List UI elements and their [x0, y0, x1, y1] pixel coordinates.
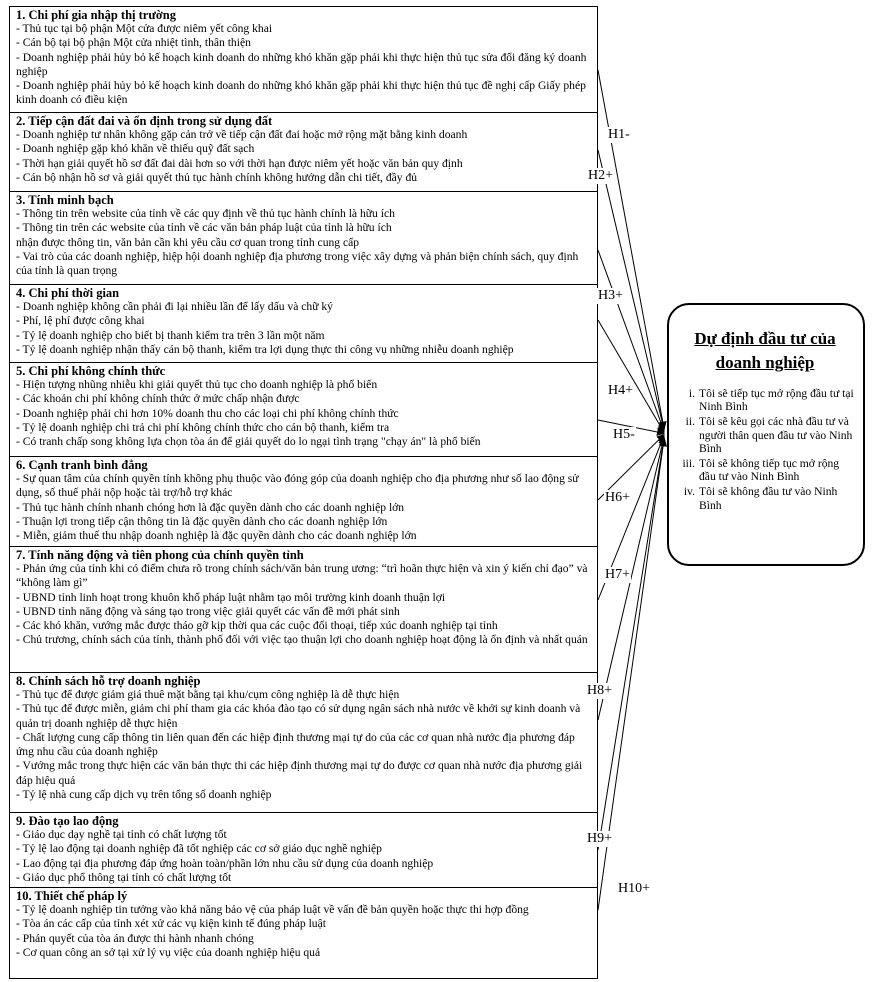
- dependent-item: [675, 485, 855, 511]
- factor-item: - Giáo dục phổ thông tại tỉnh có chất lượng tốt: [16, 870, 232, 884]
- factor-item: - Thủ tục hành chính nhanh chóng hơn là đặc quyền dành cho các doanh nghiệp lớn: [16, 500, 405, 514]
- factor-item: - Vướng mắc trong thực hiện các văn bản thực thi các hiệp định thương mại tự do được cơ quan nhà nước địa phương giải đáp hiệu quả: [16, 759, 583, 787]
- factor-box-1: [9, 6, 598, 113]
- dependent-item-text: Tôi sẽ không đầu tư vào Ninh Bình: [699, 485, 838, 512]
- factor-item: - Doanh nghiệp phải hủy bỏ kế hoạch kinh doanh do những khó khăn gặp phải khi thực hiện thủ tục sửa đổi đăng ký doanh nghiệp: [16, 50, 587, 78]
- factor-box-10: [9, 887, 598, 979]
- factor-box-9: [9, 812, 598, 888]
- factor-item: - Doanh nghiệp phải chi hơn 10% doanh thu cho các loại chi phí không chính thức: [16, 406, 399, 420]
- factor-title: 6. Cạnh tranh bình đẳng: [16, 458, 148, 472]
- factor-item: - Phản ứng của tỉnh khi có điểm chưa rõ trong chính sách/văn bản trung ương: “trì hoãn thực hiện và xin ý kiến chỉ đạo” và “không làm gì”: [16, 562, 588, 590]
- factor-item: - Cán bộ tại bộ phận Một cửa nhiệt tình, thân thiện: [16, 36, 251, 50]
- factor-item: - Tòa án các cấp của tỉnh xét xử các vụ kiện kinh tế đúng pháp luật: [16, 917, 326, 931]
- factor-item: - UBND tỉnh linh hoạt trong khuôn khổ pháp luật nhằm tạo môi trường kinh doanh thuận lợi: [16, 590, 446, 604]
- dependent-item: [675, 415, 855, 455]
- factor-item: - Tỷ lệ lao động tại doanh nghiệp đã tốt nghiệp các cơ sở giáo dục nghề nghiệp: [16, 842, 382, 856]
- hypothesis-label-h7: H7+: [605, 567, 631, 582]
- factor-item: - Thông tin trên website của tỉnh về các quy định về thủ tục hành chính là hữu ích: [16, 207, 395, 220]
- factor-box-5: [9, 362, 598, 457]
- factor-box-2: [9, 112, 598, 192]
- factor-item: - Thủ tục để được miễn, giảm chi phí tham gia các khóa đào tạo có sử dụng ngân sách nhà nước về khởi sự kinh doanh và quản trị doanh nghiệp dễ thực hiện: [16, 702, 581, 730]
- factor-item: - Doanh nghiệp gặp khó khăn về thiếu quỹ đất sạch: [16, 142, 255, 156]
- factor-item: - Phí, lệ phí được công khai: [16, 314, 145, 328]
- dependent-variable-title: Dự định đầu tư của doanh nghiệp: [694, 329, 836, 372]
- factor-item: - Cán bộ nhận hồ sơ và giải quyết thủ tục hành chính không hướng dẫn chi tiết, đầy đủ: [16, 170, 418, 184]
- dependent-item: [675, 457, 855, 483]
- dependent-variable-box: [667, 303, 865, 566]
- factor-item: - Thời hạn giải quyết hồ sơ đất đai dài hơn so với thời hạn được niêm yết hoặc văn bản quy định: [16, 156, 463, 170]
- factor-item: - Giáo dục dạy nghề tại tỉnh có chất lượng tốt: [16, 828, 227, 841]
- factor-title: 3. Tính minh bạch: [16, 193, 114, 207]
- dependent-item-number: iv.: [683, 485, 695, 499]
- factor-item: - Tỷ lệ doanh nghiệp chi trả chi phí không chính thức cho cán bộ thanh, kiểm tra: [16, 420, 390, 434]
- factor-title: 9. Đào tạo lao động: [16, 814, 119, 828]
- hypothesis-label-h10: H10+: [618, 881, 651, 896]
- factor-title: 7. Tính năng động và tiên phong của chính quyền tỉnh: [16, 548, 304, 562]
- factor-title: 5. Chi phí không chính thức: [16, 364, 166, 378]
- factor-item: - Tỷ lệ doanh nghiệp cho biết bị thanh kiểm tra trên 3 lần một năm: [16, 328, 325, 342]
- factor-title: 10. Thiết chế pháp lý: [16, 889, 128, 903]
- factor-item: - Có tranh chấp song không lựa chọn tòa án để giải quyết do lo ngại tình trạng "chạy án" là phổ biến: [16, 435, 481, 449]
- hypothesis-label-h4: H4+: [608, 383, 634, 398]
- hypothesis-arrow-1: [598, 70, 664, 429]
- factor-item: - Tỷ lệ nhà cung cấp dịch vụ trên tổng số doanh nghiệp: [16, 788, 272, 802]
- dependent-item-number: ii.: [685, 415, 695, 429]
- factor-item: - Lao động tại địa phương đáp ứng hoàn toàn/phần lớn nhu cầu sử dụng của doanh nghiệp: [16, 856, 434, 870]
- hypothesis-label-h6: H6+: [605, 490, 631, 505]
- factor-item: - UBND tỉnh năng động và sáng tạo trong việc giải quyết các vấn đề mới phát sinh: [16, 604, 400, 618]
- dependent-item-text: Tôi sẽ tiếp tục mở rộng đầu tư tại Ninh Bình: [699, 387, 854, 414]
- factor-item: - Thông tin trên các website của tỉnh về các văn bản pháp luật của tỉnh là hữu ích: [16, 221, 392, 235]
- factor-item: - Tỷ lệ doanh nghiệp nhận thấy cán bộ thanh, kiểm tra lợi dụng thực thi công vụ những nhiễu doanh nghiệp: [16, 342, 514, 356]
- factor-item: - Thuận lợi trong tiếp cận thông tin là đặc quyền dành cho các doanh nghiệp lớn: [16, 514, 388, 528]
- factor-box-8: [9, 672, 598, 813]
- dependent-item-number: i.: [688, 387, 695, 400]
- factor-title: 8. Chính sách hỗ trợ doanh nghiệp: [16, 674, 201, 688]
- factor-item: - Các khó khăn, vướng mắc được tháo gỡ kịp thời qua các cuộc đối thoại, tiếp xúc doanh nghiệp tại tỉnh: [16, 619, 498, 633]
- dependent-item-text: Tôi sẽ không tiếp tục mở rộng đầu tư vào Ninh Bình: [699, 457, 840, 484]
- factor-title: 1. Chi phí gia nhập thị trường: [16, 8, 176, 22]
- factor-box-7: [9, 546, 598, 673]
- factor-item: - Vai trò của các doanh nghiệp, hiệp hội doanh nghiệp địa phương trong việc xây dựng và phản biện chính sách, quy định của tỉnh là quan trọng: [16, 249, 579, 278]
- factor-item: - Phán quyết của tòa án được thi hành nhanh chóng: [16, 931, 254, 945]
- hypothesis-arrow-3: [598, 250, 664, 431]
- factor-title: 4. Chi phí thời gian: [16, 286, 120, 300]
- dependent-item-number: iii.: [682, 457, 695, 471]
- factor-item: - Thủ tục để được giảm giá thuê mặt bằng tại khu/cụm công nghiệp là dễ thực hiện: [16, 688, 400, 701]
- factor-title: 2. Tiếp cận đất đai và ổn định trong sử dụng đất: [16, 114, 273, 128]
- factor-item: - Thủ tục tại bộ phận Một cửa được niêm yết công khai: [16, 22, 273, 35]
- factor-box-4: [9, 284, 598, 363]
- factor-item: - Doanh nghiệp không cần phải đi lại nhiều lần để lấy dấu và chữ ký: [16, 300, 333, 313]
- factor-item: - Doanh nghiệp tư nhân không gặp cản trở về tiếp cận đất đai hoặc mở rộng mặt bằng kinh doanh: [16, 128, 468, 141]
- factor-item: - Các khoản chi phí không chính thức ở mức chấp nhận được: [16, 392, 300, 406]
- factor-item: nhận được thông tin, văn bản cần khi yêu cầu cơ quan trong tỉnh cung cấp: [16, 235, 360, 249]
- hypothesis-label-h5: H5-: [613, 427, 635, 442]
- dependent-item-text: Tôi sẽ kêu gọi các nhà đầu tư và người thân quen đầu tư vào Ninh Bình: [699, 415, 853, 455]
- dependent-variable-items: [675, 387, 855, 512]
- hypothesis-label-h1: H1-: [608, 127, 630, 142]
- dependent-item: [675, 387, 855, 413]
- hypothesis-label-h8: H8+: [587, 683, 613, 698]
- factor-item: - Miễn, giảm thuế thu nhập doanh nghiệp là đặc quyền dành cho các doanh nghiệp lớn: [16, 529, 417, 543]
- factor-item: - Chất lượng cung cấp thông tin liên quan đến các hiệp định thương mại tự do của các cơ quan nhà nước địa phương đáp ứng nhu cầu của doanh nghiệp: [16, 730, 575, 759]
- factor-item: - Tỷ lệ doanh nghiệp tin tưởng vào khả năng bảo vệ của pháp luật về vấn đề bản quyền hoặc thực thi hợp đồng: [16, 903, 529, 916]
- factor-box-3: [9, 191, 598, 285]
- factor-item: - Chủ trương, chính sách của tỉnh, thành phố đối với việc tạo thuận lợi cho doanh nghiệp hoạt động là ổn định và nhất quán: [16, 633, 588, 647]
- hypothesis-label-h9: H9+: [587, 831, 613, 846]
- factor-item: - Hiện tượng nhũng nhiễu khi giải quyết thủ tục cho doanh nghiệp là phổ biến: [16, 378, 378, 391]
- hypothesis-label-h3: H3+: [598, 288, 624, 303]
- factor-box-6: [9, 456, 598, 547]
- factor-item: - Sự quan tâm của chính quyền tỉnh không phụ thuộc vào đóng góp của doanh nghiệp cho địa phương như số lao động sử dụng, số thuế phải nộp hoặc tài trợ/hỗ trợ khác: [16, 472, 579, 500]
- factor-item: - Doanh nghiệp phải hủy bỏ kế hoạch kinh doanh do những khó khăn gặp phải khi thực hiện thủ tục đề nghị cấp Giấy phép kinh doanh có điều kiện: [16, 79, 586, 107]
- hypothesis-label-h2: H2+: [588, 168, 614, 183]
- factor-item: - Cơ quan công an sở tại xử lý vụ việc của doanh nghiệp hiệu quả: [16, 945, 321, 959]
